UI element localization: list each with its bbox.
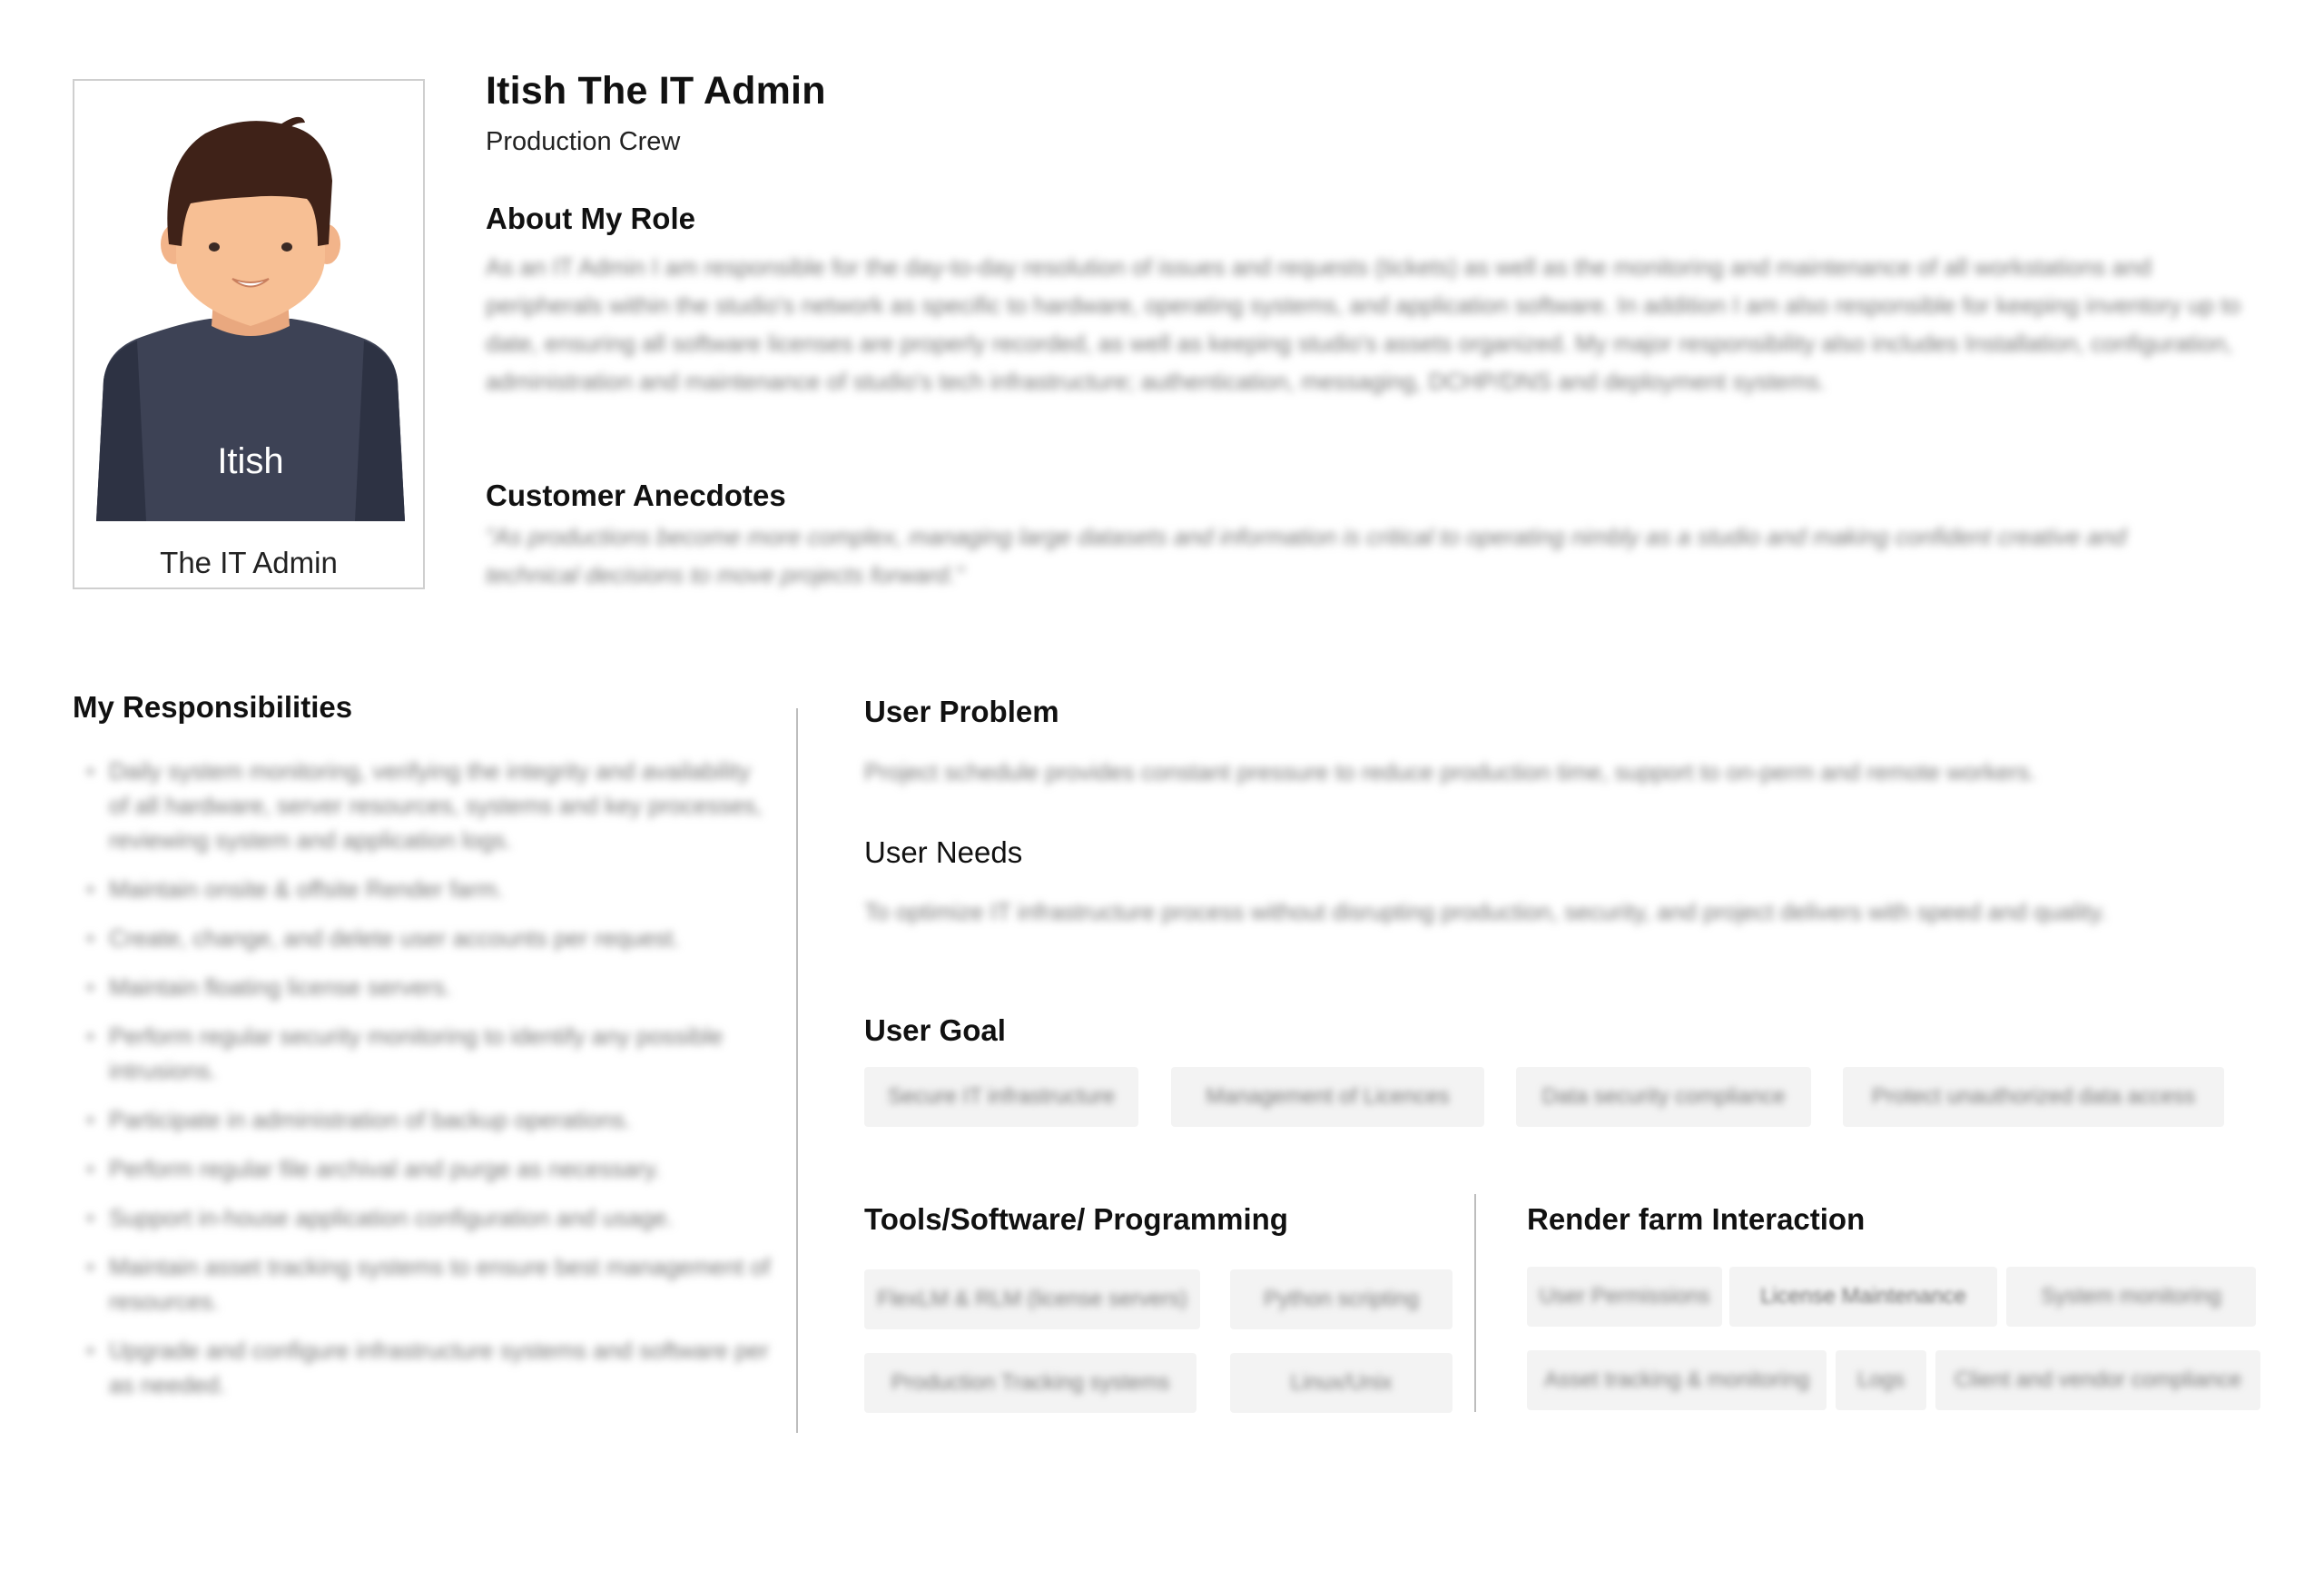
render-chip: Asset tracking & monitoring	[1527, 1350, 1827, 1410]
anecdotes-text: "As productions become more complex, managing large datasets and information is critical to operating nimbly as a studio and making confident creative and technical decisions to move projects forward."	[486, 523, 2127, 588]
user-needs-title: User Needs	[864, 835, 1023, 869]
list-item: • Create, change, and delete user accounts per request.	[86, 921, 776, 955]
list-item: • Perform regular file archival and purge as necessary.	[86, 1151, 776, 1186]
list-item: • Daily system monitoring, verifying the integrity and availability of all hardware, server resources, systems and key processes, reviewing system and application logs.	[86, 754, 776, 857]
list-item: • Upgrade and configure infrastructure systems and software per as needed.	[86, 1333, 776, 1402]
anecdotes-title: Customer Anecdotes	[486, 479, 786, 512]
goal-chip: Protect unauthorized data access	[1843, 1067, 2224, 1127]
user-goal-title: User Goal	[864, 1013, 1006, 1047]
tool-chip: Linux/Unix	[1230, 1353, 1452, 1413]
list-item: • Maintain asset tracking systems to ensure best management of resources.	[86, 1249, 776, 1318]
persona-role: Production Crew	[486, 127, 681, 156]
list-item: • Perform regular security monitoring to identify any possible intrusions.	[86, 1019, 776, 1088]
list-item: • Maintain floating license servers.	[86, 970, 776, 1004]
user-needs-text: To optimize IT infrastructure process without disrupting production, security, and project delivers with speed and quality.	[864, 898, 2107, 925]
user-problem-title: User Problem	[864, 695, 1059, 728]
list-item: • Maintain onsite & offsite Render farm.	[86, 872, 776, 906]
goal-chip: Management of Licences	[1171, 1067, 1484, 1127]
about-title: About My Role	[486, 202, 695, 235]
profile-card	[73, 79, 425, 589]
column-divider	[796, 708, 798, 1433]
render-chip: User Permissions	[1527, 1267, 1722, 1327]
persona-name: Itish The IT Admin	[486, 69, 826, 113]
render-chip: License Maintenance	[1729, 1267, 1997, 1327]
avatar-shirt-text: Itish	[217, 441, 284, 481]
avatar	[96, 108, 405, 521]
tool-chip: Python scripting	[1230, 1269, 1452, 1329]
list-item: • Participate in administration of backup operations.	[86, 1102, 776, 1137]
section-divider	[1474, 1194, 1476, 1412]
tool-chip: FlexLM & RLM (license servers)	[864, 1269, 1200, 1329]
render-farm-title: Render farm Interaction	[1527, 1202, 1866, 1236]
render-chip: System monitoring	[2006, 1267, 2256, 1327]
goal-chip: Secure IT infrastructure	[864, 1067, 1138, 1127]
about-text: As an IT Admin I am responsible for the day-to-day resolution of issues and requests (tickets) as well as the monitoring and maintenance of all workstations and peripherals within the studio's network as specific to hardware, operating systems, and application software. In addition I am also responsible for keeping inventory up to date, ensuring all software licenses are properly recorded, as well as keeping studio's assets organized. My major responsibility also includes Installation, configuration, administration and maintenance of studio's tech infrastructure; authentication, messaging, DCHP/DNS and deployment systems.	[486, 253, 2240, 395]
responsibilities-list	[86, 754, 776, 1417]
avatar-caption: The IT Admin	[160, 546, 338, 579]
goal-chip: Data security compliance	[1516, 1067, 1811, 1127]
user-problem-text: Project schedule provides constant pressure to reduce production time, support to on-perm and remote workers.	[864, 758, 2036, 785]
responsibilities-title: My Responsibilities	[73, 690, 353, 724]
list-item: • Support in-house application configuration and usage.	[86, 1200, 776, 1235]
tool-chip: Production Tracking systems	[864, 1353, 1196, 1413]
render-chip: Client and vendor compliance	[1935, 1350, 2260, 1410]
tools-title: Tools/Software/ Programming	[864, 1202, 1288, 1236]
render-chip: Logs	[1836, 1350, 1926, 1410]
